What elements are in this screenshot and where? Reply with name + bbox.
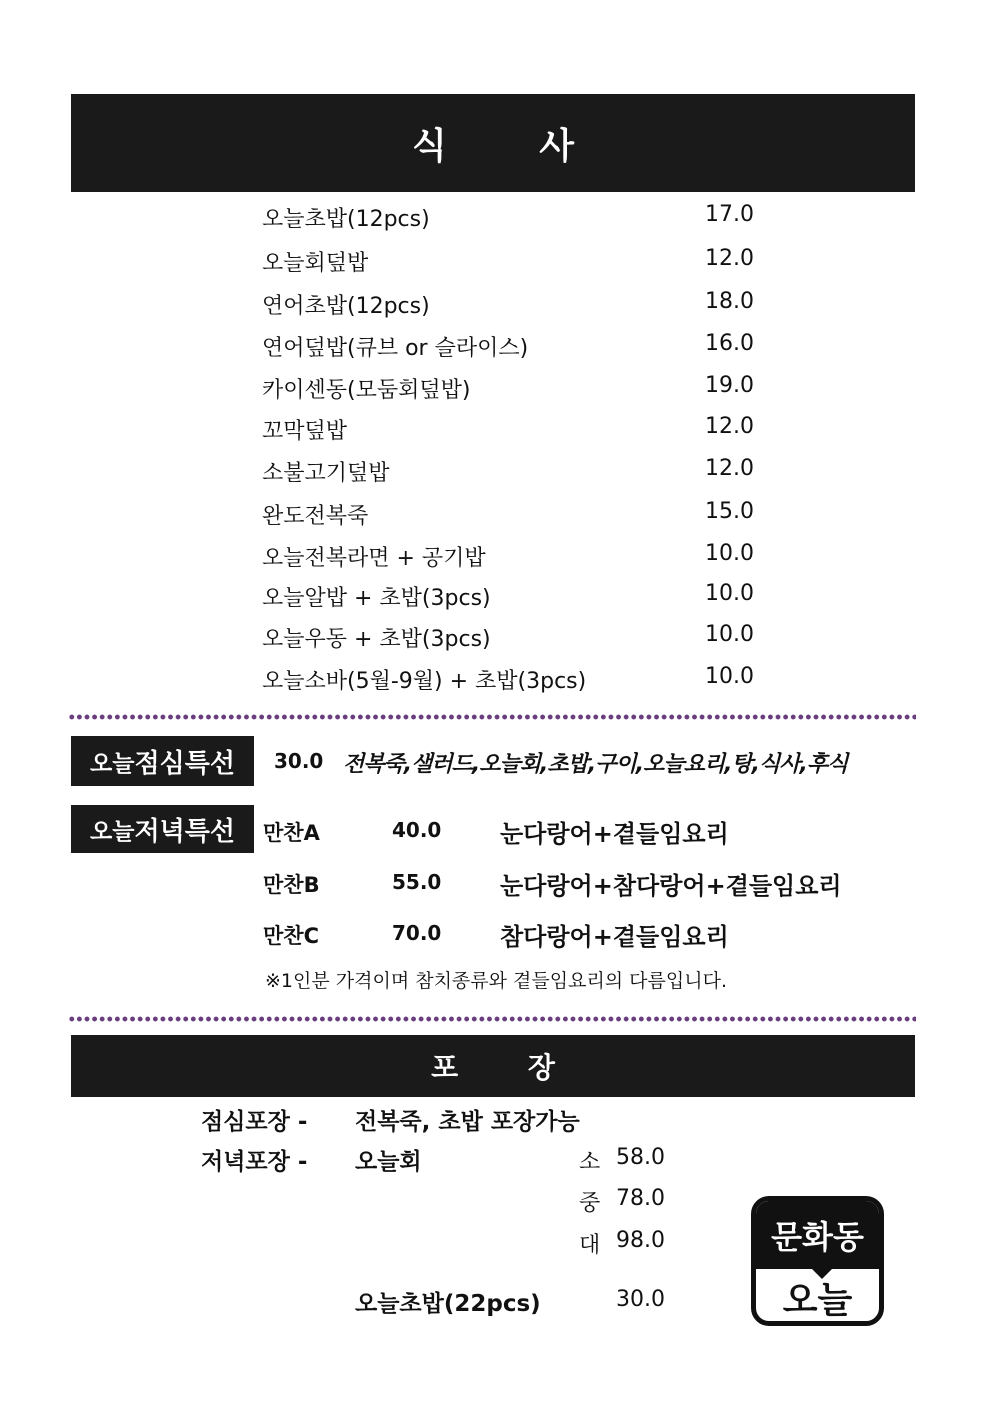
dinner-set-name: 만찬C <box>263 924 319 948</box>
menu-item-name: 카이센동(모둠회덮밥) <box>262 378 471 403</box>
menu-item <box>262 541 762 581</box>
takeout-size-price: 58.0 <box>616 1145 665 1170</box>
dinner-takeout-item: 오늘회 <box>355 1149 422 1175</box>
menu-item-name: 소불고기덮밥 <box>262 461 390 486</box>
menu-item-price: 16.0 <box>705 331 754 356</box>
menu-item-name: 완도전복죽 <box>262 504 369 529</box>
lunch-special-label-main: 점심특선 <box>134 748 235 779</box>
dinner-special-label-prefix: 오늘 <box>90 818 135 845</box>
brand-logo-bottom: 오늘 <box>782 1279 853 1321</box>
dinner-set-price: 55.0 <box>392 870 442 894</box>
takeout-size-price: 98.0 <box>616 1228 665 1253</box>
dinner-special-label <box>71 805 254 853</box>
dinner-special-note: ※1인분 가격이며 참치종류와 곁들임요리의 다름입니다. <box>265 970 727 992</box>
takeout-size-price: 78.0 <box>616 1186 665 1211</box>
menu-item <box>262 456 762 496</box>
menu-item-name: 오늘회덮밥 <box>262 251 369 276</box>
menu-item <box>262 289 762 329</box>
menu-item <box>262 622 762 662</box>
menu-item-price: 15.0 <box>705 499 754 524</box>
dinner-set-name: 만찬A <box>263 821 320 845</box>
dinner-set-price: 70.0 <box>392 921 442 945</box>
menu-item-name: 오늘전복라면 + 공기밥 <box>262 546 486 571</box>
menu-item <box>262 373 762 413</box>
lunch-special-price: 30.0 <box>274 749 324 773</box>
menu-item-price: 12.0 <box>705 414 754 439</box>
meal-section-title: 식 사 <box>411 125 615 167</box>
takeout-section-title: 포 장 <box>431 1051 585 1084</box>
menu-item <box>262 202 762 242</box>
menu-item-name: 오늘알밥 + 초밥(3pcs) <box>262 586 491 611</box>
dinner-special-label-main: 저녁특선 <box>134 816 235 847</box>
menu-item-price: 10.0 <box>705 664 754 689</box>
brand-logo <box>751 1196 884 1326</box>
menu-item-price: 12.0 <box>705 456 754 481</box>
menu-item-price: 10.0 <box>705 541 754 566</box>
menu-item-name: 오늘우동 + 초밥(3pcs) <box>262 627 491 652</box>
takeout-size-label: 소 <box>579 1150 601 1175</box>
menu-item <box>262 246 762 286</box>
lunch-special-label-prefix: 오늘 <box>90 750 135 777</box>
menu-item-price: 10.0 <box>705 622 754 647</box>
lunch-takeout-label: 점심포장 - <box>201 1109 308 1135</box>
brand-logo-top: 문화동 <box>756 1201 879 1269</box>
menu-item <box>262 499 762 539</box>
lunch-takeout-text: 전복죽, 초밥 포장가능 <box>355 1109 580 1135</box>
menu-item-price: 18.0 <box>705 289 754 314</box>
takeout-size-label: 중 <box>579 1191 601 1216</box>
meal-section-header <box>71 94 915 192</box>
takeout-sushi-name: 오늘초밥(22pcs) <box>355 1291 541 1317</box>
menu-item <box>262 331 762 371</box>
dotted-divider <box>68 1016 916 1022</box>
dinner-set-price: 40.0 <box>392 818 442 842</box>
menu-item-price: 19.0 <box>705 373 754 398</box>
menu-item <box>262 664 762 704</box>
dinner-takeout-label: 저녁포장 - <box>201 1149 308 1175</box>
menu-item <box>262 414 762 454</box>
dinner-set-description: 눈다랑어+곁들임요리 <box>500 820 729 848</box>
dinner-set-name: 만찬B <box>263 873 320 897</box>
menu-item-name: 연어초밥(12pcs) <box>262 294 430 319</box>
takeout-size-label: 대 <box>579 1233 601 1258</box>
menu-item <box>262 581 762 621</box>
menu-item-name: 연어덮밥(큐브 or 슬라이스) <box>262 336 529 361</box>
menu-item-name: 꼬막덮밥 <box>262 419 348 444</box>
menu-item-price: 12.0 <box>705 246 754 271</box>
lunch-special-description: 전복죽,샐러드,오늘회,초밥,구이,오늘요리,탕,식사,후식 <box>343 752 848 777</box>
takeout-section-header <box>71 1035 915 1097</box>
menu-item-name: 오늘소바(5월-9월) + 초밥(3pcs) <box>262 669 587 694</box>
dinner-set-description: 참다랑어+곁들임요리 <box>500 923 729 951</box>
menu-item-name: 오늘초밥(12pcs) <box>262 207 430 232</box>
dinner-set-description: 눈다랑어+참다랑어+곁들임요리 <box>500 872 842 900</box>
lunch-special-label <box>71 736 254 786</box>
takeout-sushi-price: 30.0 <box>616 1287 665 1312</box>
dotted-divider <box>68 714 916 720</box>
menu-item-price: 10.0 <box>705 581 754 606</box>
menu-item-price: 17.0 <box>705 202 754 227</box>
